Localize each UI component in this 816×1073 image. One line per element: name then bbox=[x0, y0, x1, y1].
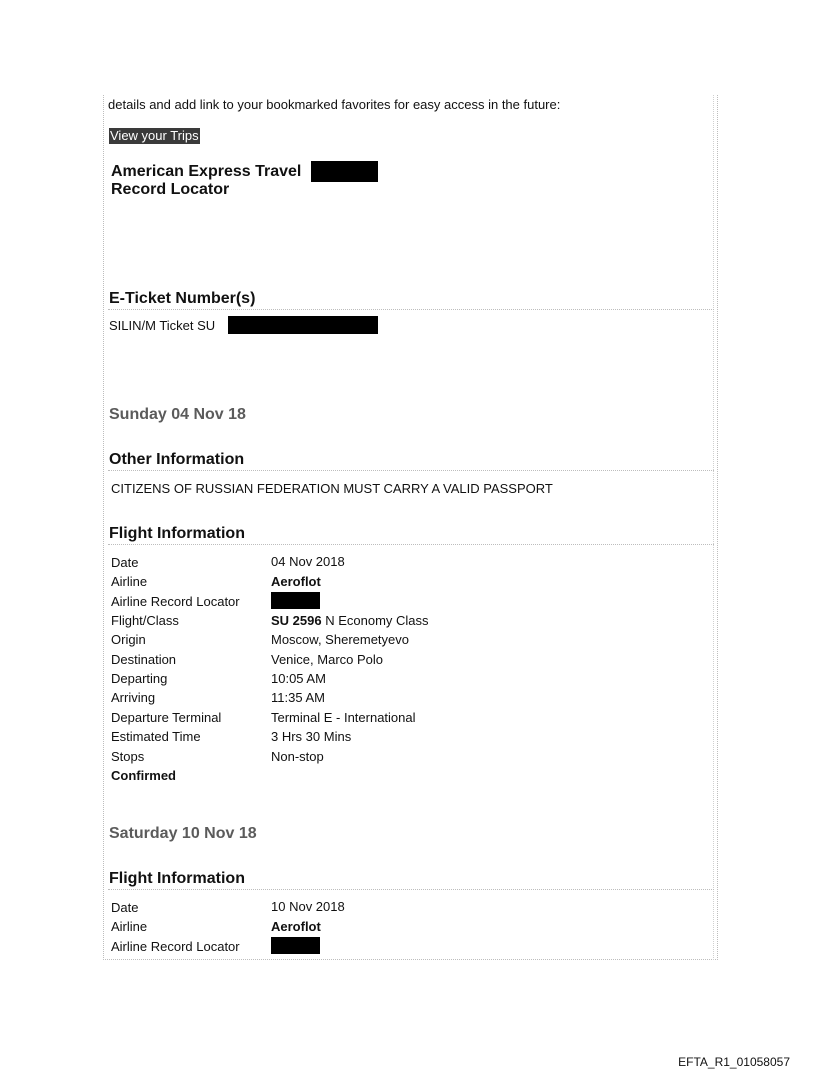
f1-airline-label: Airline bbox=[111, 574, 148, 589]
eticket-heading: E-Ticket Number(s) bbox=[109, 290, 256, 307]
f1-departing-value: 10:05 AM bbox=[271, 671, 326, 686]
f1-departing-label: Departing bbox=[111, 671, 168, 686]
other-info-text: CITIZENS OF RUSSIAN FEDERATION MUST CARRY A VALID PASSPORT bbox=[111, 481, 553, 496]
view-trips-link[interactable]: View your Trips bbox=[110, 128, 199, 143]
redacted-f1-record-locator bbox=[271, 592, 320, 609]
amex-record-locator-label bbox=[111, 163, 301, 199]
flight1-heading: Flight Information bbox=[109, 525, 245, 542]
flight2-heading: Flight Information bbox=[109, 870, 245, 887]
redacted-ticket-number bbox=[228, 316, 378, 334]
intro-text: details and add link to your bookmarked favorites for easy access in the future: bbox=[108, 97, 561, 112]
f2-airline-value: Aeroflot bbox=[271, 919, 321, 934]
f2-record-locator-label: Airline Record Locator bbox=[111, 939, 240, 954]
f1-stops-value: Non-stop bbox=[271, 749, 324, 764]
flight2-rule bbox=[108, 889, 714, 890]
eticket-rule bbox=[108, 309, 714, 310]
other-info-rule bbox=[108, 470, 714, 471]
f1-est-time-label: Estimated Time bbox=[111, 729, 201, 744]
day2-heading: Saturday 10 Nov 18 bbox=[109, 825, 257, 842]
day1-heading: Sunday 04 Nov 18 bbox=[109, 406, 246, 423]
f2-date-label: Date bbox=[111, 900, 139, 915]
frame-divider bbox=[713, 95, 715, 960]
other-info-heading: Other Information bbox=[109, 451, 245, 468]
f1-est-time-value: 3 Hrs 30 Mins bbox=[271, 729, 352, 744]
f1-origin-label: Origin bbox=[111, 632, 146, 647]
f1-class: N Economy Class bbox=[321, 613, 429, 628]
f1-flight-number: SU 2596 bbox=[271, 613, 322, 628]
amex-line1: American Express Travel bbox=[111, 163, 302, 180]
footer-document-id: EFTA_R1_01058057 bbox=[678, 1055, 790, 1069]
amex-line2: Record Locator bbox=[111, 181, 230, 198]
f1-destination-value: Venice, Marco Polo bbox=[271, 652, 384, 667]
f1-date-label: Date bbox=[111, 555, 139, 570]
f1-destination-label: Destination bbox=[111, 652, 177, 667]
f1-flightclass-value bbox=[271, 613, 429, 628]
eticket-text: SILIN/M Ticket SU bbox=[109, 318, 216, 333]
f1-arriving-value: 11:35 AM bbox=[271, 690, 325, 705]
f1-terminal-label: Departure Terminal bbox=[111, 710, 222, 725]
f1-date-value: 04 Nov 2018 bbox=[271, 554, 345, 569]
f1-origin-value: Moscow, Sheremetyevo bbox=[271, 632, 410, 647]
f2-airline-label: Airline bbox=[111, 919, 148, 934]
f1-record-locator-label: Airline Record Locator bbox=[111, 594, 240, 609]
f1-flightclass-label: Flight/Class bbox=[111, 613, 179, 628]
flight1-rule bbox=[108, 544, 714, 545]
f2-date-value: 10 Nov 2018 bbox=[271, 899, 345, 914]
f1-status: Confirmed bbox=[111, 768, 176, 783]
f1-airline-value: Aeroflot bbox=[271, 574, 321, 589]
redacted-amex-locator bbox=[311, 161, 378, 182]
f1-stops-label: Stops bbox=[111, 749, 145, 764]
f1-arriving-label: Arriving bbox=[111, 690, 156, 705]
redacted-f2-record-locator bbox=[271, 937, 320, 954]
f1-terminal-value: Terminal E - International bbox=[271, 710, 416, 725]
